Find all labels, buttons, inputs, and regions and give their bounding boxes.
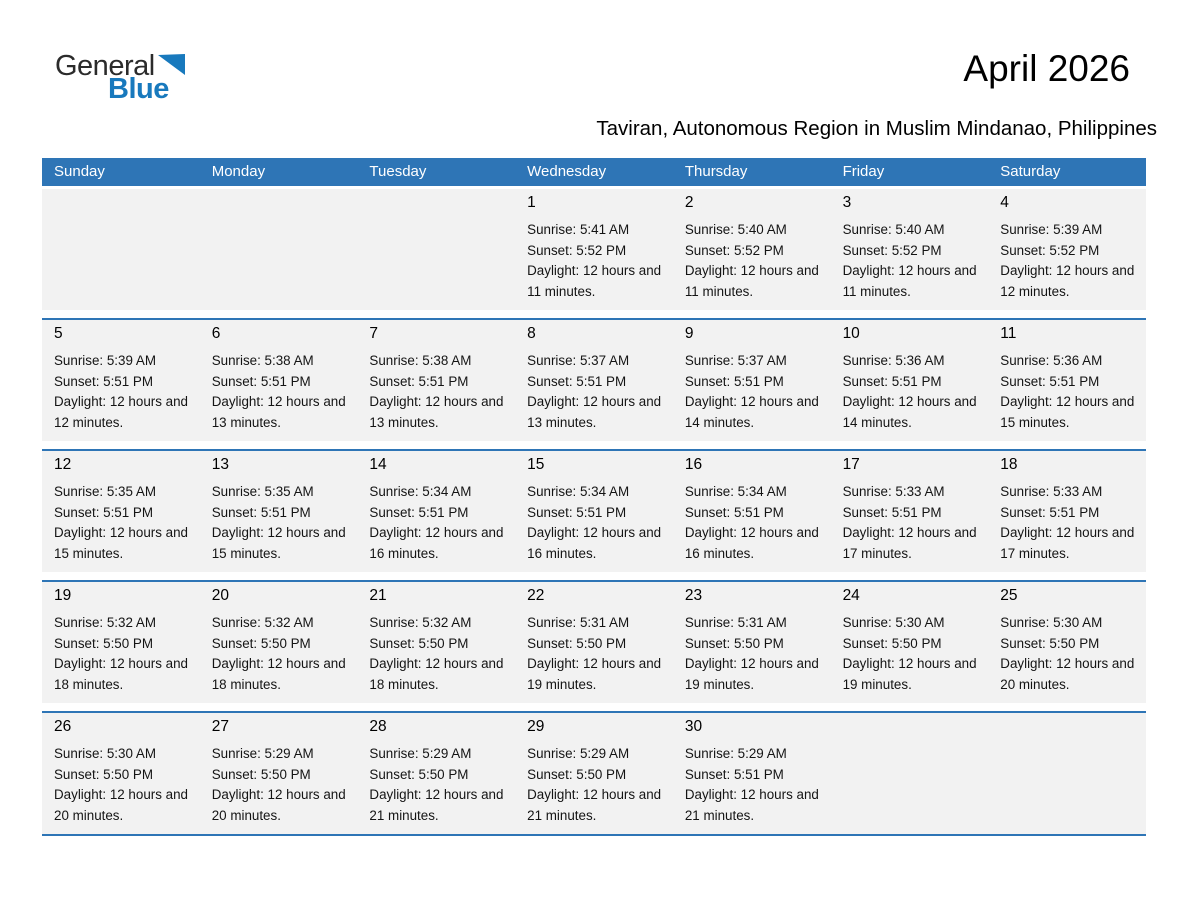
daylight-text: Daylight: 12 hours and 11 minutes.	[842, 263, 977, 299]
daylight-text: Daylight: 12 hours and 18 minutes.	[211, 656, 346, 692]
location-subtitle: Taviran, Autonomous Region in Muslim Mindanao, Philippines	[596, 117, 1157, 140]
sunrise-text: Sunrise: 5:41 AM	[527, 222, 630, 237]
day-cell-23	[673, 582, 831, 703]
logo	[55, 52, 185, 104]
sunset-text: Sunset: 5:51 PM	[54, 504, 153, 520]
sunrise-text: Sunrise: 5:36 AM	[1000, 353, 1103, 368]
day-cell-29	[515, 713, 673, 834]
calendar-bottom-border	[42, 834, 1146, 836]
sunset-text: Sunset: 5:51 PM	[527, 373, 627, 389]
daylight-text: Daylight: 12 hours and 18 minutes.	[54, 656, 188, 692]
day-number: 7	[369, 325, 379, 342]
day-number: 2	[684, 194, 694, 211]
sunset-text: Sunset: 5:50 PM	[527, 766, 627, 782]
sunset-text: Sunset: 5:52 PM	[527, 242, 627, 258]
daylight-text: Daylight: 12 hours and 18 minutes.	[369, 656, 504, 692]
week-row-3	[42, 449, 1146, 572]
daylight-text: Daylight: 12 hours and 15 minutes.	[211, 525, 346, 561]
empty-day-cell	[357, 189, 515, 310]
day-cell-12	[42, 451, 200, 572]
daylight-text: Daylight: 12 hours and 16 minutes.	[369, 525, 504, 561]
day-cell-3	[831, 189, 989, 310]
sunrise-text: Sunrise: 5:30 AM	[1000, 615, 1103, 630]
daylight-text: Daylight: 12 hours and 13 minutes.	[211, 394, 346, 430]
day-number: 15	[527, 456, 545, 473]
daylight-text: Daylight: 12 hours and 15 minutes.	[1000, 394, 1135, 430]
month-title: April 2026	[963, 48, 1130, 89]
daylight-text: Daylight: 12 hours and 13 minutes.	[527, 394, 662, 430]
week-row-5	[42, 711, 1146, 834]
sunset-text: Sunset: 5:50 PM	[527, 635, 627, 651]
day-cell-25	[988, 582, 1146, 703]
daylight-text: Daylight: 12 hours and 14 minutes.	[842, 394, 977, 430]
daylight-text: Daylight: 12 hours and 16 minutes.	[527, 525, 662, 561]
sunset-text: Sunset: 5:50 PM	[211, 635, 311, 651]
sunrise-text: Sunrise: 5:37 AM	[527, 353, 630, 368]
day-cell-6	[200, 320, 358, 441]
day-number: 3	[842, 194, 852, 211]
daylight-text: Daylight: 12 hours and 16 minutes.	[684, 525, 819, 561]
day-number: 26	[54, 718, 72, 735]
day-number: 17	[842, 456, 860, 473]
sunrise-text: Sunrise: 5:34 AM	[527, 484, 630, 499]
daylight-text: Daylight: 12 hours and 13 minutes.	[369, 394, 504, 430]
week-row-2	[42, 318, 1146, 441]
empty-day-cell	[988, 713, 1146, 834]
day-number: 27	[211, 718, 229, 735]
sunrise-text: Sunrise: 5:39 AM	[1000, 222, 1103, 237]
sunrise-text: Sunrise: 5:34 AM	[684, 484, 787, 499]
day-number: 8	[527, 325, 536, 342]
day-number: 1	[527, 194, 536, 211]
day-number: 11	[1000, 325, 1017, 342]
page-header	[0, 0, 1188, 158]
day-cell-1	[515, 189, 673, 310]
daylight-text: Daylight: 12 hours and 14 minutes.	[684, 394, 819, 430]
sunrise-text: Sunrise: 5:35 AM	[54, 484, 156, 499]
day-cell-24	[831, 582, 989, 703]
day-number: 19	[54, 587, 72, 604]
sunset-text: Sunset: 5:51 PM	[369, 373, 469, 389]
day-number: 25	[1000, 587, 1018, 604]
day-cell-7	[357, 320, 515, 441]
sunset-text: Sunset: 5:51 PM	[527, 504, 627, 520]
sunrise-text: Sunrise: 5:30 AM	[54, 746, 156, 761]
daylight-text: Daylight: 12 hours and 11 minutes.	[684, 263, 819, 299]
day-number: 29	[527, 718, 545, 735]
sunrise-text: Sunrise: 5:40 AM	[842, 222, 945, 237]
day-header-sunday: Sunday	[54, 163, 105, 180]
sunset-text: Sunset: 5:50 PM	[54, 635, 153, 651]
sunrise-text: Sunrise: 5:36 AM	[842, 353, 945, 368]
sunset-text: Sunset: 5:50 PM	[1000, 635, 1100, 651]
day-cell-4	[988, 189, 1146, 310]
sunrise-text: Sunrise: 5:40 AM	[684, 222, 787, 237]
day-header-friday: Friday	[842, 163, 885, 180]
day-header-row	[42, 158, 1146, 186]
day-number: 6	[211, 325, 221, 342]
day-number: 12	[54, 456, 72, 473]
day-cell-28	[357, 713, 515, 834]
daylight-text: Daylight: 12 hours and 20 minutes.	[54, 787, 188, 823]
day-cell-22	[515, 582, 673, 703]
day-header-tuesday: Tuesday	[369, 163, 427, 180]
daylight-text: Daylight: 12 hours and 21 minutes.	[527, 787, 662, 823]
sunset-text: Sunset: 5:51 PM	[211, 373, 311, 389]
empty-day-cell	[831, 713, 989, 834]
day-number: 5	[54, 325, 63, 342]
sunrise-text: Sunrise: 5:29 AM	[684, 746, 787, 761]
sunset-text: Sunset: 5:52 PM	[842, 242, 942, 258]
daylight-text: Daylight: 12 hours and 17 minutes.	[1000, 525, 1135, 561]
sunset-text: Sunset: 5:50 PM	[369, 766, 469, 782]
empty-day-cell	[200, 189, 358, 310]
daylight-text: Daylight: 12 hours and 15 minutes.	[54, 525, 188, 561]
day-number: 13	[211, 456, 229, 473]
sunrise-text: Sunrise: 5:33 AM	[842, 484, 945, 499]
day-cell-11	[988, 320, 1146, 441]
day-number: 16	[684, 456, 703, 473]
sunrise-text: Sunrise: 5:35 AM	[211, 484, 314, 499]
day-number: 20	[211, 587, 229, 604]
sunset-text: Sunset: 5:51 PM	[684, 373, 784, 389]
day-header-thursday: Thursday	[684, 163, 748, 180]
day-number: 22	[527, 587, 545, 604]
sunset-text: Sunset: 5:51 PM	[842, 373, 942, 389]
sunrise-text: Sunrise: 5:38 AM	[369, 353, 472, 368]
sunrise-text: Sunrise: 5:29 AM	[369, 746, 472, 761]
sunrise-text: Sunrise: 5:29 AM	[211, 746, 314, 761]
day-cell-2	[673, 189, 831, 310]
weeks-container	[42, 189, 1146, 834]
sunset-text: Sunset: 5:50 PM	[842, 635, 942, 651]
sunrise-text: Sunrise: 5:32 AM	[211, 615, 314, 630]
calendar-table	[42, 158, 1146, 836]
sunrise-text: Sunrise: 5:29 AM	[527, 746, 630, 761]
daylight-text: Daylight: 12 hours and 20 minutes.	[211, 787, 346, 823]
day-number: 4	[1000, 194, 1009, 211]
day-cell-18	[988, 451, 1146, 572]
sunset-text: Sunset: 5:50 PM	[684, 635, 784, 651]
sunset-text: Sunset: 5:51 PM	[1000, 504, 1100, 520]
daylight-text: Daylight: 12 hours and 12 minutes.	[54, 394, 188, 430]
day-cell-9	[673, 320, 831, 441]
week-row-1	[42, 189, 1146, 310]
sunrise-text: Sunrise: 5:37 AM	[684, 353, 787, 368]
day-cell-10	[831, 320, 989, 441]
sunrise-text: Sunrise: 5:31 AM	[527, 615, 630, 630]
daylight-text: Daylight: 12 hours and 12 minutes.	[1000, 263, 1135, 299]
sunset-text: Sunset: 5:50 PM	[369, 635, 469, 651]
sunset-text: Sunset: 5:51 PM	[54, 373, 153, 389]
day-number: 10	[842, 325, 860, 342]
sunset-text: Sunset: 5:51 PM	[369, 504, 469, 520]
sunset-text: Sunset: 5:52 PM	[1000, 242, 1100, 258]
sunset-text: Sunset: 5:51 PM	[842, 504, 942, 520]
week-row-4	[42, 580, 1146, 703]
daylight-text: Daylight: 12 hours and 19 minutes.	[842, 656, 977, 692]
sunrise-text: Sunrise: 5:38 AM	[211, 353, 314, 368]
day-number: 18	[1000, 456, 1018, 473]
sunset-text: Sunset: 5:50 PM	[54, 766, 153, 782]
sunset-text: Sunset: 5:50 PM	[211, 766, 311, 782]
day-cell-13	[200, 451, 358, 572]
day-header-monday: Monday	[211, 163, 266, 180]
sunrise-text: Sunrise: 5:31 AM	[684, 615, 787, 630]
daylight-text: Daylight: 12 hours and 17 minutes.	[842, 525, 977, 561]
daylight-text: Daylight: 12 hours and 20 minutes.	[1000, 656, 1135, 692]
sunset-text: Sunset: 5:51 PM	[1000, 373, 1100, 389]
empty-day-cell	[42, 189, 200, 310]
sunrise-text: Sunrise: 5:30 AM	[842, 615, 945, 630]
day-cell-26	[42, 713, 200, 834]
daylight-text: Daylight: 12 hours and 21 minutes.	[369, 787, 504, 823]
day-cell-5	[42, 320, 200, 441]
day-number: 30	[684, 718, 703, 735]
day-cell-20	[200, 582, 358, 703]
day-cell-15	[515, 451, 673, 572]
sunset-text: Sunset: 5:52 PM	[684, 242, 784, 258]
sunrise-text: Sunrise: 5:33 AM	[1000, 484, 1103, 499]
day-number: 21	[369, 587, 387, 604]
day-header-saturday: Saturday	[1000, 163, 1061, 180]
day-cell-16	[673, 451, 831, 572]
daylight-text: Daylight: 12 hours and 21 minutes.	[684, 787, 819, 823]
day-number: 23	[684, 587, 703, 604]
daylight-text: Daylight: 12 hours and 19 minutes.	[684, 656, 819, 692]
logo-text-blue: Blue	[108, 73, 169, 105]
day-cell-21	[357, 582, 515, 703]
sunrise-text: Sunrise: 5:32 AM	[54, 615, 156, 630]
sunrise-text: Sunrise: 5:39 AM	[54, 353, 156, 368]
sunrise-text: Sunrise: 5:32 AM	[369, 615, 472, 630]
daylight-text: Daylight: 12 hours and 11 minutes.	[527, 263, 662, 299]
day-cell-17	[831, 451, 989, 572]
day-cell-8	[515, 320, 673, 441]
logo-text-general: General	[55, 50, 155, 82]
day-number: 24	[842, 587, 860, 604]
day-number: 14	[369, 456, 387, 473]
day-header-wednesday: Wednesday	[527, 163, 607, 180]
sunrise-text: Sunrise: 5:34 AM	[369, 484, 472, 499]
day-cell-19	[42, 582, 200, 703]
day-number: 28	[369, 718, 387, 735]
sunset-text: Sunset: 5:51 PM	[684, 504, 784, 520]
day-cell-27	[200, 713, 358, 834]
day-cell-14	[357, 451, 515, 572]
sunset-text: Sunset: 5:51 PM	[211, 504, 311, 520]
day-number: 9	[684, 325, 694, 342]
day-cell-30	[673, 713, 831, 834]
sunset-text: Sunset: 5:51 PM	[684, 766, 784, 782]
daylight-text: Daylight: 12 hours and 19 minutes.	[527, 656, 662, 692]
